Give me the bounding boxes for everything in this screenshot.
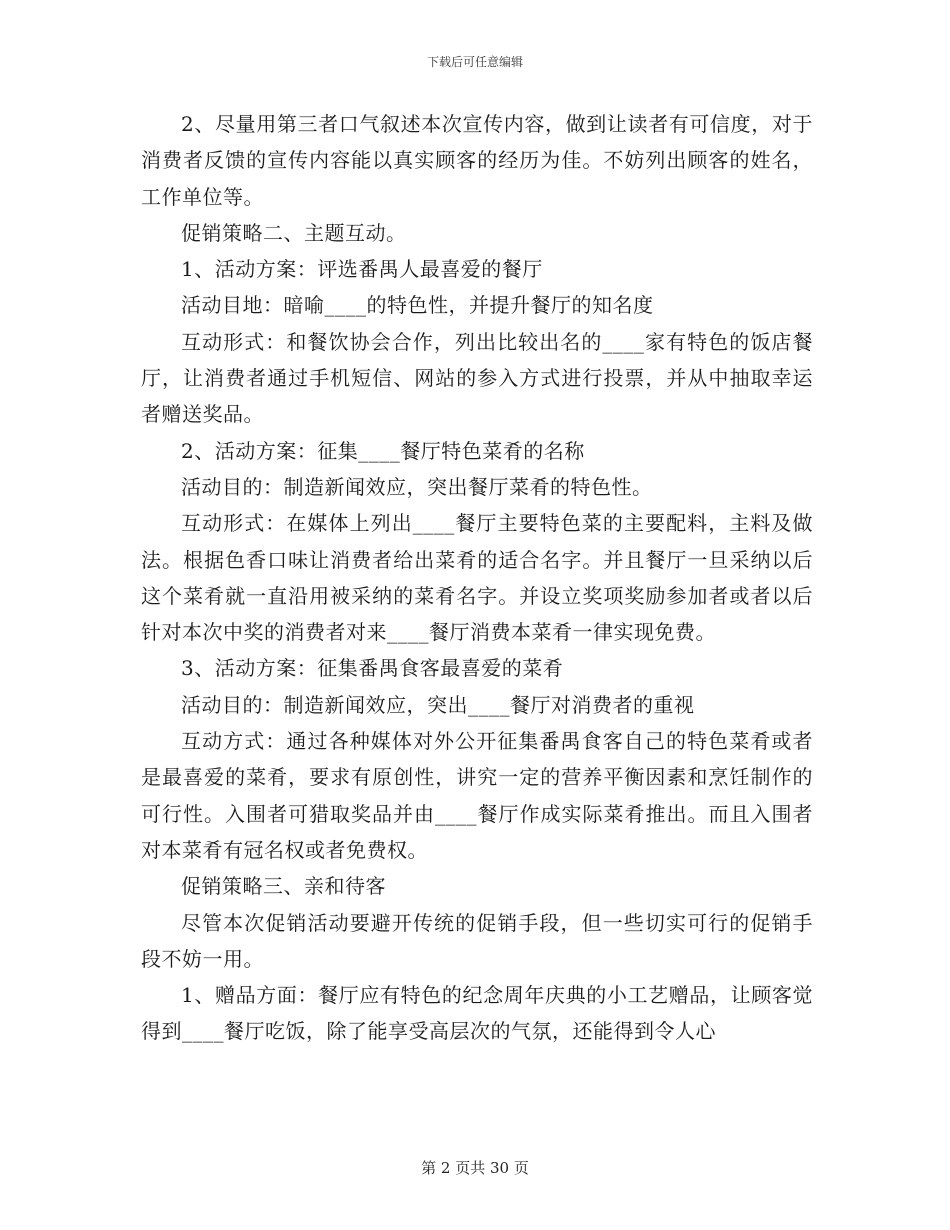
paragraph: 互动形式：和餐饮协会合作，列出比较出名的____家有特色的饭店餐厅，让消费者通过手机短信、网站的参入方式进行投票，并从中抽取幸运者赠送奖品。 [141,329,813,427]
paragraph: 2、活动方案：征集____餐厅特色菜肴的名称 [181,438,585,463]
paragraph: 活动目的：制造新闻效应，突出餐厅菜肴的特色性。 [181,474,653,499]
page-footer: 第 2 页共 30 页 [421,1159,529,1177]
paragraph: 活动目地：暗喻____的特色性，并提升餐厅的知名度 [181,293,654,318]
paragraph: 1、赠品方面：餐厅应有特色的纪念周年庆典的小工艺赠品，让顾客觉得到____餐厅吃饭，除了能享受高层次的气氛，还能得到令人心 [141,983,813,1044]
paragraph: 互动方式：通过各种媒体对外公开征集番禺食客自己的特色菜肴或者是最喜爱的菜肴，要求有原创性，讲究一定的营养平衡因素和烹饪制作的可行性。入围者可猎取奖品并由____餐厅作成实际菜肴推出。而且入围者对本菜肴有冠名权或者免费权。 [141,729,813,862]
paragraph: 2、尽量用第三者口气叙述本次宣传内容，做到让读者有可信度，对于消费者反馈的宣传内容能以真实顾客的经历为佳。不妨列出顾客的姓名，工作单位等。 [141,112,813,209]
paragraph: 3、活动方案：征集番禺食客最喜爱的菜肴 [181,656,564,681]
paragraph: 1、活动方案：评选番禺人最喜爱的餐厅 [181,257,543,282]
paragraph: 促销策略二、主题互动。 [181,220,407,245]
paragraph: 互动形式：在媒体上列出____餐厅主要特色菜的主要配料，主料及做法。根据色香口味让消费者给出菜肴的适合名字。并且餐厅一旦采纳以后这个菜肴就一直沿用被采纳的菜肴名字。并设立奖项奖励参加者或者以后针对本次中奖的消费者对来____餐厅消费本菜肴一律实现免费。 [141,511,813,645]
paragraph: 活动目的：制造新闻效应，突出____餐厅对消费者的重视 [181,692,695,717]
page-header: 下载后可任意编辑 [426,55,523,69]
paragraph: 促销策略三、亲和待客 [181,874,386,899]
paragraph: 尽管本次促销活动要避开传统的促销手段，但一些切实可行的促销手段不妨一用。 [141,910,813,971]
document-body [141,106,813,1050]
